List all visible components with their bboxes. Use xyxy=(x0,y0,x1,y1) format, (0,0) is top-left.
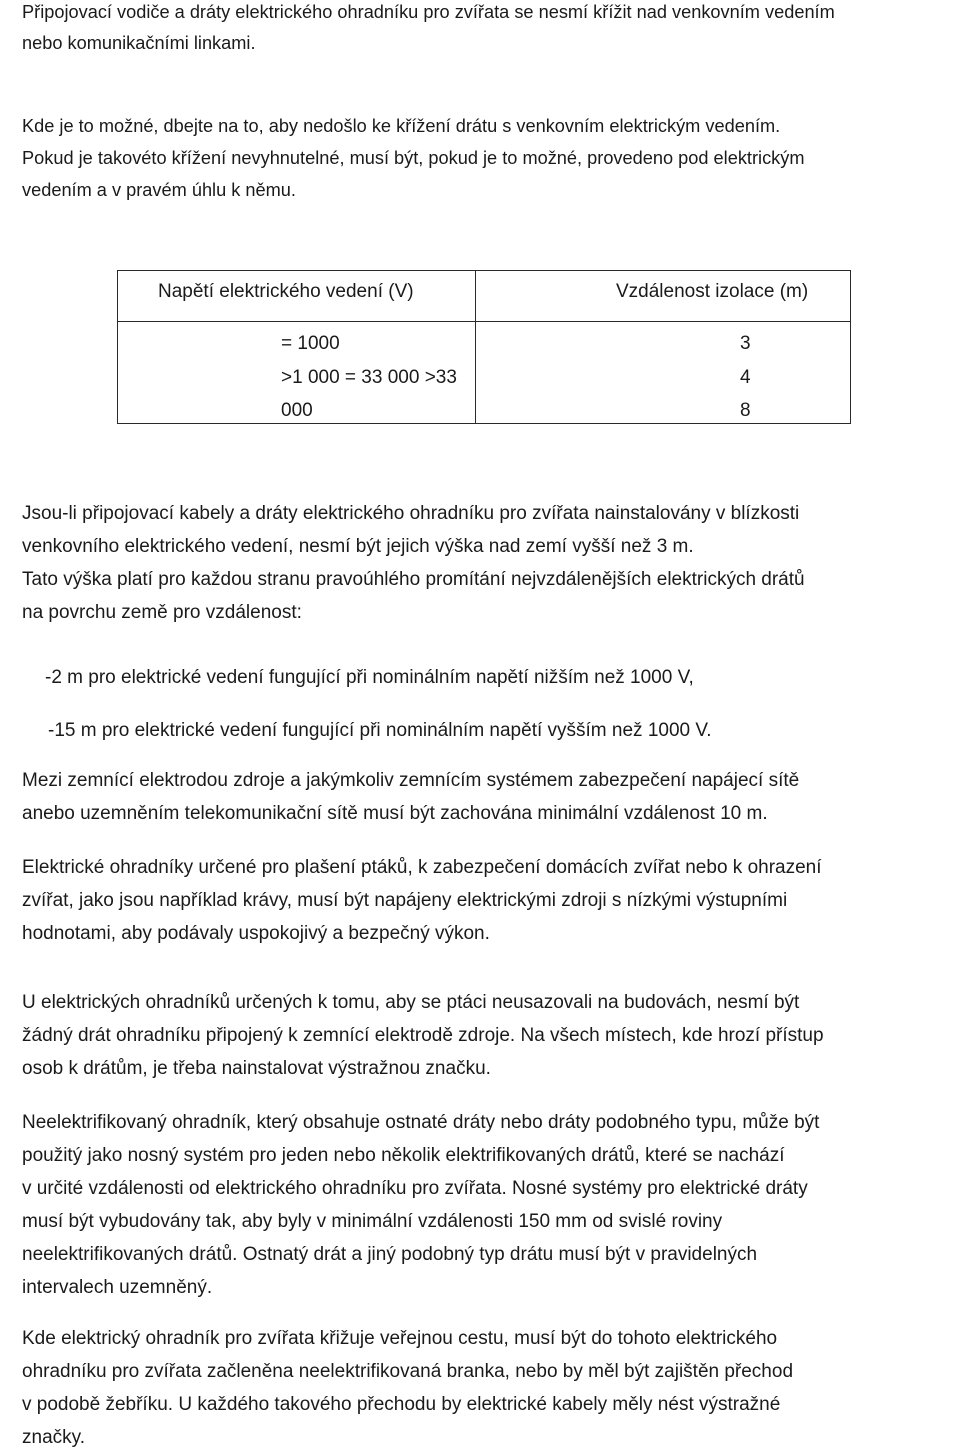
text-line: Mezi zemnící elektrodou zdroje a jakýmkoliv zemnícím systémem zabezpečení napájecí sítě xyxy=(22,770,800,791)
text-line: Jsou-li připojovací kabely a dráty elektrického ohradníku pro zvířata nainstalovány v blízkosti xyxy=(22,503,800,524)
voltage-value: = 1000 xyxy=(281,333,340,354)
list-item: -2 m pro elektrické vedení fungující při nominálním napětí nižším než 1000 V, xyxy=(45,667,694,688)
non-electrified-paragraph xyxy=(22,1106,819,1304)
distance-table xyxy=(117,270,851,424)
text-line: Kde elektrický ohradník pro zvířata křižuje veřejnou cestu, musí být do tohoto elektrického xyxy=(22,1328,778,1349)
text-line: osob k drátům, je třeba nainstalovat výstražnou značku. xyxy=(22,1058,491,1079)
text-line: Tato výška platí pro každou stranu pravoúhlého promítání nejvzdálenějších elektrických drátů xyxy=(22,569,805,590)
list-item: -15 m pro elektrické vedení fungující při nominálním napětí vyšším než 1000 V. xyxy=(48,720,712,741)
text-line: na povrchu země pro vzdálenost: xyxy=(22,602,302,623)
distance-cell xyxy=(740,327,751,428)
voltage-column-header: Napětí elektrického vedení (V) xyxy=(158,281,414,302)
text-line: musí být vybudovány tak, aby byly v minimální vzdálenosti 150 mm od svislé roviny xyxy=(22,1211,723,1232)
text-line: anebo uzemněním telekomunikační sítě musí být zachována minimální vzdálenost 10 m. xyxy=(22,803,768,824)
text-line: ohradníku pro zvířata začleněna neelektrifikovaná branka, nebo by měl být zajištěn přechod xyxy=(22,1361,794,1382)
text-line: Neelektrifikovaný ohradník, který obsahuje ostnaté dráty nebo dráty podobného typu, může být xyxy=(22,1112,820,1133)
text-line: neelektrifikovaných drátů. Ostnatý drát a jiný podobný typ drátu musí být v pravidelných xyxy=(22,1244,758,1265)
birds-paragraph xyxy=(22,851,822,950)
earth-paragraph xyxy=(22,764,799,830)
text-line: U elektrických ohradníků určených k tomu, aby se ptáci neusazovali na budovách, nesmí být xyxy=(22,992,800,1013)
road-paragraph xyxy=(22,1322,793,1454)
text-line: intervalech uzemněný. xyxy=(22,1277,213,1298)
text-line: Elektrické ohradníky určené pro plašení ptáků, k zabezpečení domácích zvířat nebo k ohrazení xyxy=(22,857,822,878)
text-line: nebo komunikačními linkami. xyxy=(22,33,256,53)
buildings-paragraph xyxy=(22,986,824,1085)
intro-paragraph xyxy=(22,0,835,59)
table-header-rule xyxy=(118,321,850,322)
text-line: žádný drát ohradníku připojený k zemnící elektrodě zdroje. Na všech místech, kde hrozí přístup xyxy=(22,1025,824,1046)
distance-column-header: Vzdálenost izolace (m) xyxy=(616,281,809,302)
height-paragraph xyxy=(22,497,805,629)
text-line: použitý jako nosný systém pro jeden nebo několik elektrifikovaných drátů, které se nachází xyxy=(22,1145,785,1166)
voltage-cell xyxy=(281,327,481,428)
text-line: vedením a v pravém úhlu k němu. xyxy=(22,180,296,200)
voltage-value: 000 xyxy=(281,400,313,421)
distance-value: 3 xyxy=(740,333,751,354)
text-line: značky. xyxy=(22,1427,86,1448)
text-line: Připojovací vodiče a dráty elektrického ohradníku pro zvířata se nesmí křížit nad venkovním vedením xyxy=(22,2,835,22)
text-line: zvířat, jako jsou například krávy, musí být napájeny elektrickými zdroji s nízkými výstupními xyxy=(22,890,788,911)
distance-value: 8 xyxy=(740,400,751,421)
crossing-paragraph xyxy=(22,110,805,206)
voltage-value: >1 000 = 33 000 >33 xyxy=(281,366,457,388)
text-line: venkovního elektrického vedení, nesmí být jejich výška nad zemí vyšší než 3 m. xyxy=(22,536,694,557)
text-line: Kde je to možné, dbejte na to, aby nedošlo ke křížení drátu s venkovním elektrickým vedením. xyxy=(22,116,781,136)
text-line: hodnotami, aby podávaly uspokojivý a bezpečný výkon. xyxy=(22,923,490,944)
text-line: v podobě žebříku. U každého takového přechodu by elektrické kabely měly nést výstražné xyxy=(22,1394,781,1415)
text-line: v určité vzdálenosti od elektrického ohradníku pro zvířata. Nosné systémy pro elektrické dráty xyxy=(22,1178,808,1199)
text-line: Pokud je takovéto křížení nevyhnutelné, musí být, pokud je to možné, provedeno pod elektrickým xyxy=(22,148,805,168)
distance-value: 4 xyxy=(740,366,751,388)
